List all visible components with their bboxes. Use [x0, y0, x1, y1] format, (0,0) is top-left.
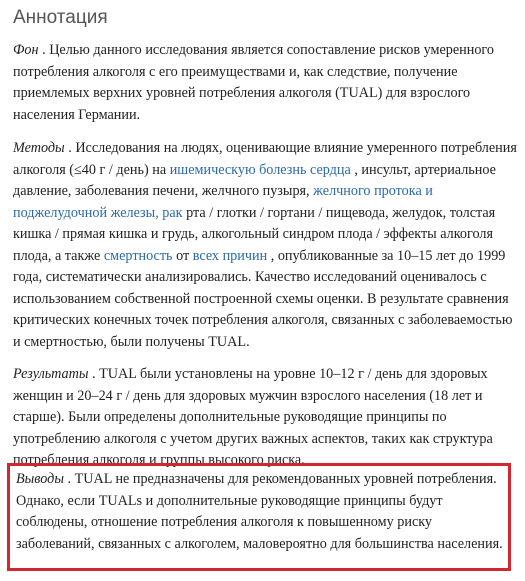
methods-text-3: рта / глотки / гортани / пищевода, желудок, толстая кишка / прямая кишка и грудь, алкогольный синдром плода / эффекты алкоголя плода, а также	[13, 204, 496, 264]
methods-text-4: от	[172, 247, 193, 264]
link-all-causes[interactable]: всех причин	[192, 247, 268, 264]
background-text: . Целью данного исследования является сопоставление рисков умеренного потребления алкоголя с его преимуществами и, как следствие, получение приемлемых верхних уровней потребления алкоголя (TUAL) для взрослого населения Германии.	[13, 42, 494, 123]
background-label: Фон	[13, 42, 39, 58]
link-ischemic-heart-disease[interactable]: ишемическую болезнь сердца	[169, 161, 351, 178]
conclusions-label: Выводы	[16, 471, 64, 487]
methods-text-5: , опубликованные за 10–15 лет до 1999 года, систематически анализировались. Качество исследований оценивалось с использованием собственной построенной схемы оценки. В результате сравнения критических конечных точек потребления алкоголя, связанных с заболеваемостью и смертностью, были получены TUAL.	[13, 247, 513, 350]
results-label: Результаты	[13, 366, 89, 382]
abstract-section	[13, 0, 521, 472]
methods-text-2: , инсульт, артериальное давление, заболевания печени, желчного пузыря,	[13, 161, 496, 199]
link-mortality[interactable]: смертность	[103, 247, 173, 264]
results-paragraph	[13, 364, 521, 472]
conclusions-text: . TUAL не предназначены для рекомендованных уровней потребления. Однако, если TUALs и дополнительные руководящие принципы будут соблюдены, отношение потребления алкоголя к повышенному риску заболеваний, связанных с алкоголем, маловероятно для большинства населения.	[16, 471, 503, 552]
background-paragraph	[13, 40, 521, 126]
methods-text-1: . Исследования на людях, оценивающие влияние умеренного потребления алкоголя (≤40 г / день) на	[13, 140, 517, 178]
conclusions-paragraph	[16, 469, 512, 555]
section-heading: Аннотация	[13, 7, 108, 28]
methods-label: Методы	[13, 140, 65, 156]
results-text: . TUAL были установлены на уровне 10–12 г / день для здоровых женщин и 20–24 г / день для здоровых мужчин взрослого населения (18 лет и старше). Были определены дополнительные руководящие принципы по употреблению алкоголя с учетом других важных аспектов, таких как структура потребления алкоголя и группы высокого риска.	[13, 366, 493, 468]
methods-paragraph	[13, 138, 521, 353]
link-bile-duct-pancreas-cancer[interactable]: желчного протока и поджелудочной железы, рак	[13, 183, 433, 221]
